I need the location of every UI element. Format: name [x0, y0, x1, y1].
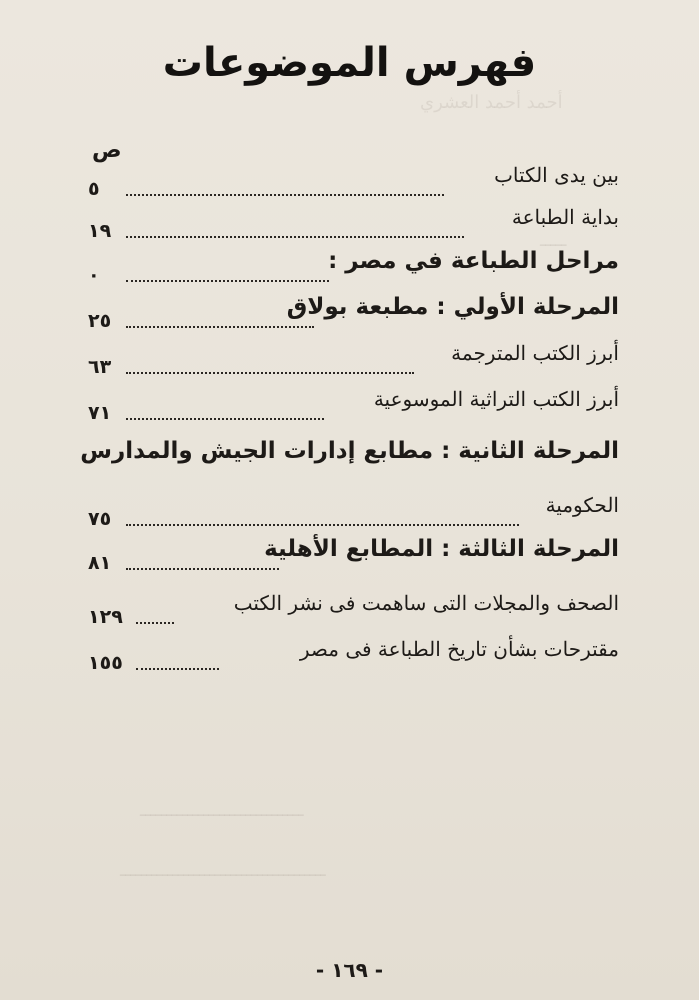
toc-entry-title: مراحل الطباعة في مصر :: [328, 248, 619, 274]
toc-entry-title: أبرز الكتب التراثية الموسوعية: [373, 387, 619, 411]
toc-entry: [88, 338, 619, 384]
page-column-label: ص: [92, 138, 122, 163]
toc-entry: [88, 292, 619, 338]
toc-entry: [88, 384, 619, 430]
toc-entry-title: المرحلة الأولي : مطبعة بولاق: [286, 294, 619, 320]
toc-entry-title: الحكومية: [545, 493, 619, 517]
bleed-through-text: أحمد أحمد العشري: [420, 92, 563, 113]
bleed-through-text: ـــــــــــــــــــــــــــــــ: [140, 800, 304, 821]
toc-entry: [88, 588, 619, 634]
dot-leader: [136, 620, 174, 624]
toc-entry-page: ١٢٩: [88, 606, 123, 628]
dot-leader: [126, 192, 444, 196]
toc-entry-page: ١٩: [88, 220, 112, 242]
toc-entry-page: ٧١: [88, 402, 112, 424]
toc-entry-title: أبرز الكتب المترجمة: [451, 341, 619, 365]
toc-entry: [88, 490, 619, 536]
toc-entry-title: المرحلة الثالثة : المطابع الأهلية: [264, 536, 619, 562]
toc-entry: [88, 246, 619, 292]
toc-entry: [88, 634, 619, 680]
dot-leader: [126, 324, 314, 328]
toc-entry: [80, 436, 619, 482]
bleed-through-text: ـــــ: [540, 230, 567, 251]
page-title: فهرس الموضوعات: [162, 40, 537, 86]
dot-leader: [126, 416, 324, 420]
toc-entry-page: ٨١: [88, 552, 112, 574]
toc-entry-page: ٠: [88, 264, 100, 286]
toc-entry-page: ٧٥: [88, 508, 112, 530]
bleed-through-text: ـــــــــــــــــــــــــــــــــــــــ: [120, 860, 326, 881]
toc-entry-page: ٦٣: [88, 356, 112, 378]
dot-leader: [126, 278, 329, 282]
toc-entry-title: مقترحات بشأن تاريخ الطباعة فى مصر: [299, 637, 619, 661]
toc-entry-page: ١٥٥: [88, 652, 123, 674]
dot-leader: [126, 522, 519, 526]
toc-entry-title: بداية الطباعة: [511, 205, 619, 229]
toc-entry: [88, 202, 619, 248]
dot-leader: [126, 234, 464, 238]
dot-leader: [126, 566, 279, 570]
dot-leader: [136, 666, 219, 670]
toc-entry: [88, 160, 619, 206]
toc-entry-page: ٥: [88, 178, 100, 200]
toc-entry-title: الصحف والمجلات التى ساهمت فى نشر الكتب: [233, 591, 619, 615]
toc-entry: [88, 534, 619, 580]
page-number: - ١٦٩ -: [315, 958, 384, 982]
toc-entry-title: المرحلة الثانية : مطابع إدارات الجيش والمدارس: [80, 438, 619, 464]
toc-entry-page: ٢٥: [88, 310, 112, 332]
dot-leader: [126, 370, 414, 374]
toc-entry-title: بين يدى الكتاب: [494, 163, 619, 187]
